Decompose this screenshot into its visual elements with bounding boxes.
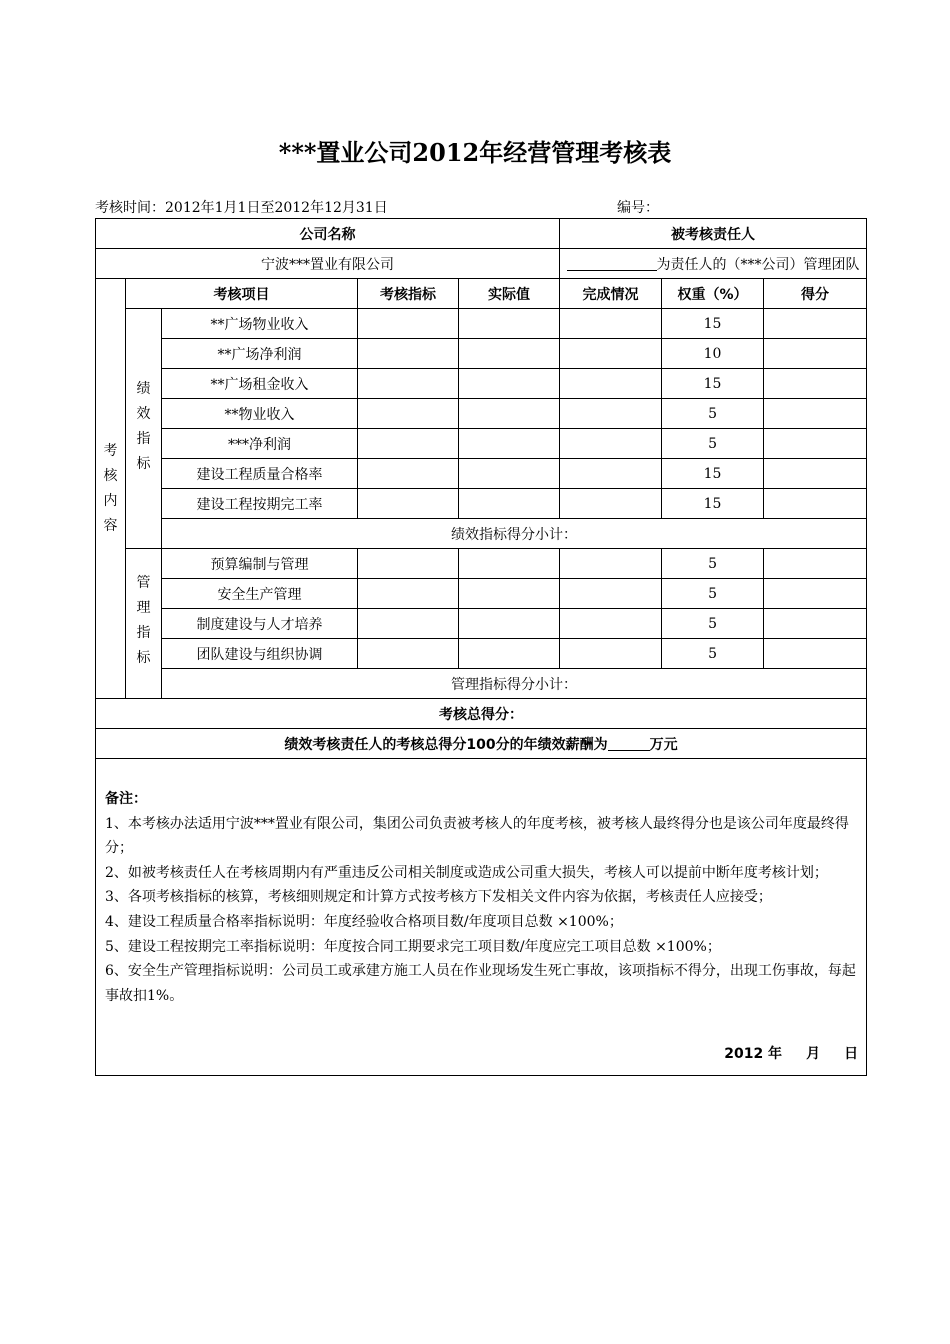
note-item: 6、安全生产管理指标说明：公司员工或承建方施工人员在作业现场发生死亡事故，该项指标不得分，出现工伤事故，每起事故扣1%。 bbox=[105, 963, 856, 1004]
completion-cell[interactable] bbox=[560, 339, 662, 369]
completion-cell[interactable] bbox=[560, 429, 662, 459]
management-group-text: 管理指标 bbox=[136, 575, 151, 666]
total-score-row: 考核总得分： bbox=[96, 699, 867, 729]
completion-cell[interactable] bbox=[560, 549, 662, 579]
item-name: 团队建设与组织协调 bbox=[162, 639, 358, 669]
assessment-period: 考核时间：2012年1月1日至2012年12月31日 bbox=[95, 200, 388, 216]
score-cell[interactable] bbox=[764, 549, 867, 579]
company-name-header: 公司名称 bbox=[96, 219, 560, 249]
note-item: 2、如被考核责任人在考核周期内有严重违反公司相关制度或造成公司重大损失，考核人可以提前中断年度考核计划； bbox=[105, 864, 828, 881]
weight-cell: 10 bbox=[662, 339, 764, 369]
table-row bbox=[96, 609, 867, 639]
actual-cell[interactable] bbox=[459, 399, 560, 429]
indicator-cell[interactable] bbox=[358, 309, 459, 339]
item-name: ***净利润 bbox=[162, 429, 358, 459]
score-cell[interactable] bbox=[764, 339, 867, 369]
weight-cell: 5 bbox=[662, 579, 764, 609]
responsible-value bbox=[560, 249, 867, 279]
completion-cell[interactable] bbox=[560, 639, 662, 669]
item-name: 制度建设与人才培养 bbox=[162, 609, 358, 639]
indicator-cell[interactable] bbox=[358, 609, 459, 639]
completion-cell[interactable] bbox=[560, 609, 662, 639]
table-row bbox=[96, 369, 867, 399]
indicator-cell[interactable] bbox=[358, 639, 459, 669]
actual-cell[interactable] bbox=[459, 489, 560, 519]
notes-cell bbox=[96, 759, 867, 1076]
weight-cell: 15 bbox=[662, 369, 764, 399]
weight-cell: 5 bbox=[662, 639, 764, 669]
notes-title: 备注： bbox=[105, 791, 147, 807]
col-header-indicator: 考核指标 bbox=[358, 279, 459, 309]
item-name: **广场物业收入 bbox=[162, 309, 358, 339]
completion-cell[interactable] bbox=[560, 459, 662, 489]
item-name: 预算编制与管理 bbox=[162, 549, 358, 579]
score-cell[interactable] bbox=[764, 399, 867, 429]
score-cell[interactable] bbox=[764, 459, 867, 489]
weight-cell: 5 bbox=[662, 399, 764, 429]
performance-subtotal: 绩效指标得分小计： bbox=[162, 519, 867, 549]
salary-prefix: 绩效考核责任人的考核总得分100分的年绩效薪酬为 bbox=[284, 736, 608, 753]
table-row bbox=[96, 489, 867, 519]
completion-cell[interactable] bbox=[560, 369, 662, 399]
score-cell[interactable] bbox=[764, 489, 867, 519]
actual-cell[interactable] bbox=[459, 429, 560, 459]
date-line bbox=[105, 1042, 858, 1067]
actual-cell[interactable] bbox=[459, 549, 560, 579]
actual-cell[interactable] bbox=[459, 639, 560, 669]
table-row bbox=[96, 459, 867, 489]
actual-cell[interactable] bbox=[459, 339, 560, 369]
completion-cell[interactable] bbox=[560, 399, 662, 429]
date-year: 2012 年 bbox=[724, 1046, 783, 1063]
score-cell[interactable] bbox=[764, 429, 867, 459]
note-item: 5、建设工程按期完工率指标说明：年度按合同工期要求完工项目数/年度应完工项目总数 ×100%； bbox=[105, 938, 721, 955]
weight-cell: 15 bbox=[662, 459, 764, 489]
date-month: 月 bbox=[806, 1046, 821, 1063]
item-name: **广场租金收入 bbox=[162, 369, 358, 399]
performance-group-label bbox=[126, 309, 162, 549]
section-label bbox=[96, 279, 126, 699]
score-cell[interactable] bbox=[764, 579, 867, 609]
responsible-blank[interactable] bbox=[567, 256, 657, 271]
assessment-table bbox=[95, 218, 867, 1076]
salary-blank[interactable] bbox=[608, 736, 650, 751]
table-row bbox=[96, 549, 867, 579]
table-row bbox=[96, 399, 867, 429]
note-item: 3、各项考核指标的核算，考核细则规定和计算方式按考核方下发相关文件内容为依据，考核责任人应接受； bbox=[105, 889, 772, 906]
indicator-cell[interactable] bbox=[358, 489, 459, 519]
item-name: **广场净利润 bbox=[162, 339, 358, 369]
indicator-cell[interactable] bbox=[358, 399, 459, 429]
section-label-text: 考核内容 bbox=[103, 442, 118, 534]
weight-cell: 5 bbox=[662, 429, 764, 459]
table-row bbox=[96, 639, 867, 669]
completion-cell[interactable] bbox=[560, 579, 662, 609]
score-cell[interactable] bbox=[764, 639, 867, 669]
responsible-header: 被考核责任人 bbox=[560, 219, 867, 249]
actual-cell[interactable] bbox=[459, 369, 560, 399]
responsible-suffix: 为责任人的（***公司）管理团队 bbox=[656, 256, 860, 273]
col-header-weight: 权重（%） bbox=[662, 279, 764, 309]
table-row bbox=[96, 429, 867, 459]
actual-cell[interactable] bbox=[459, 459, 560, 489]
performance-group-text: 绩效指标 bbox=[136, 381, 151, 472]
item-name: 建设工程按期完工率 bbox=[162, 489, 358, 519]
management-subtotal: 管理指标得分小计： bbox=[162, 669, 867, 699]
table-row bbox=[96, 309, 867, 339]
actual-cell[interactable] bbox=[459, 579, 560, 609]
salary-suffix: 万元 bbox=[649, 736, 678, 753]
weight-cell: 5 bbox=[662, 549, 764, 579]
actual-cell[interactable] bbox=[459, 609, 560, 639]
completion-cell[interactable] bbox=[560, 309, 662, 339]
score-cell[interactable] bbox=[764, 309, 867, 339]
management-group-label bbox=[126, 549, 162, 699]
weight-cell: 15 bbox=[662, 489, 764, 519]
salary-row bbox=[96, 729, 867, 759]
actual-cell[interactable] bbox=[459, 309, 560, 339]
col-header-completion: 完成情况 bbox=[560, 279, 662, 309]
table-row bbox=[96, 339, 867, 369]
indicator-cell[interactable] bbox=[358, 429, 459, 459]
item-name: 建设工程质量合格率 bbox=[162, 459, 358, 489]
weight-cell: 15 bbox=[662, 309, 764, 339]
indicator-cell[interactable] bbox=[358, 549, 459, 579]
serial-number-label: 编号： bbox=[617, 200, 659, 216]
col-header-score: 得分 bbox=[764, 279, 867, 309]
date-day: 日 bbox=[844, 1046, 859, 1063]
note-item: 1、本考核办法适用宁波***置业有限公司，集团公司负责被考核人的年度考核，被考核人最终得分也是该公司年度最终得分； bbox=[105, 815, 849, 857]
indicator-cell[interactable] bbox=[358, 579, 459, 609]
table-row bbox=[96, 579, 867, 609]
note-item: 4、建设工程质量合格率指标说明：年度经验收合格项目数/年度项目总数 ×100%； bbox=[105, 913, 623, 930]
indicator-cell[interactable] bbox=[358, 369, 459, 399]
weight-cell: 5 bbox=[662, 609, 764, 639]
company-name-value: 宁波***置业有限公司 bbox=[96, 249, 560, 279]
score-cell[interactable] bbox=[764, 369, 867, 399]
indicator-cell[interactable] bbox=[358, 459, 459, 489]
score-cell[interactable] bbox=[764, 609, 867, 639]
page-title: ***置业公司2012年经营管理考核表 bbox=[278, 138, 672, 167]
indicator-cell[interactable] bbox=[358, 339, 459, 369]
col-header-actual: 实际值 bbox=[459, 279, 560, 309]
meta-row bbox=[95, 195, 865, 217]
completion-cell[interactable] bbox=[560, 489, 662, 519]
item-name: 安全生产管理 bbox=[162, 579, 358, 609]
item-name: **物业收入 bbox=[162, 399, 358, 429]
col-header-item: 考核项目 bbox=[126, 279, 358, 309]
